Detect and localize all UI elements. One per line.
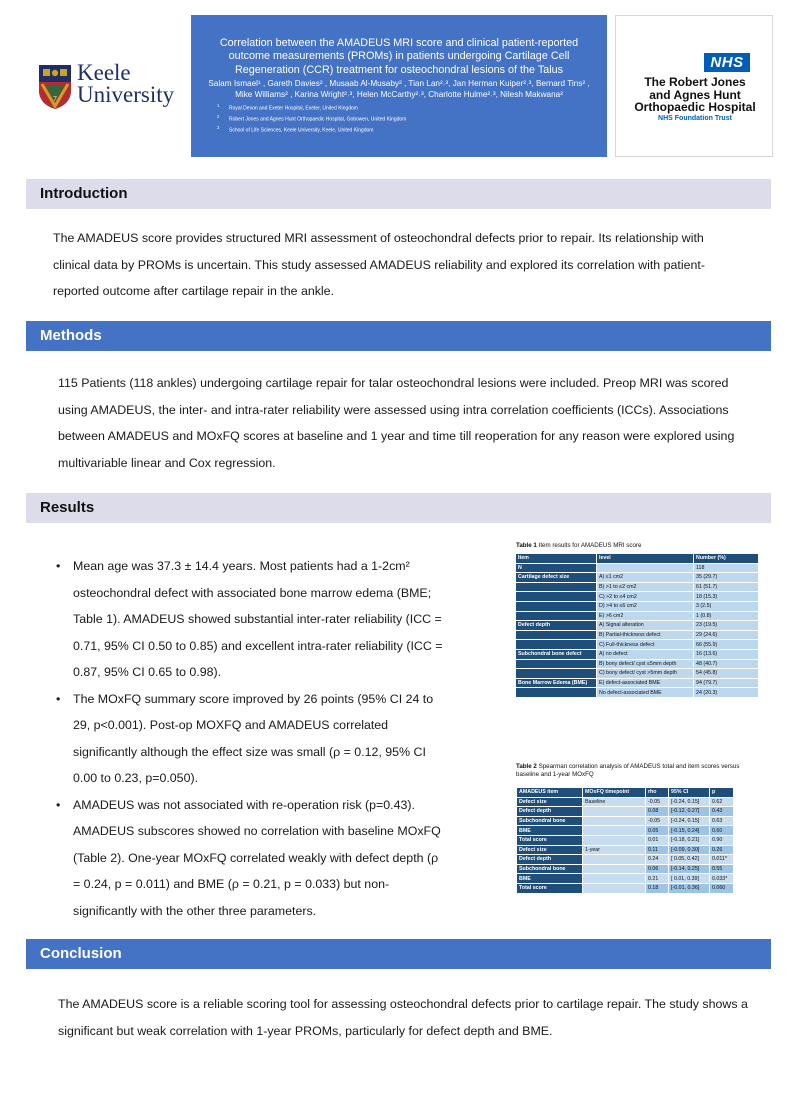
table2-cell: [-0.24, 0.15] [669, 816, 710, 826]
table1-cell: B) >1 to ≤2 cm2 [597, 582, 694, 592]
table2-cell [583, 864, 646, 874]
table1-row [516, 669, 759, 679]
table2-cell: [-0.15, 0.24] [669, 826, 710, 836]
table2-cell: [-0.09, 0.30] [669, 845, 710, 855]
nhs-hospital-name: The Robert Jones and Agnes Hunt Orthopaedic Hospital [634, 75, 756, 114]
table2-cell: 0.90 [710, 835, 734, 845]
table1-cell: C) Full-thickness defect [597, 640, 694, 650]
table2-cell: Total score [517, 883, 583, 893]
table1-cell: 118 [694, 563, 759, 573]
affiliation-item: $^2$Robert Jones and Agnes Hunt Orthopaedic Hospital, Gobowen, United Kingdom [217, 113, 407, 123]
table2-cell: 0.033* [710, 874, 734, 884]
keele-wordmark-line2: University [77, 82, 175, 107]
results-heading: Results [26, 493, 771, 523]
table1-cell: A) Signal alteration [597, 621, 694, 631]
table1-cell: 54 (45.8) [694, 669, 759, 679]
table2-cell: BME [517, 826, 583, 836]
table1-row [516, 592, 759, 602]
table1-cell: Bone Marrow Edema (BME) [516, 678, 597, 688]
table1-cell: A) no defect [597, 649, 694, 659]
table2-cell [583, 816, 646, 826]
table1-cell: 23 (19.5) [694, 621, 759, 631]
table2-cell: 0.62 [710, 797, 734, 807]
table2-cell: 0.06 [646, 864, 669, 874]
table1-row [516, 601, 759, 611]
table2-cell: [ 0.01, 0.39] [669, 874, 710, 884]
keele-wordmark [77, 62, 174, 106]
table2-caption: Table 2 Spearman correlation analysis of AMADEUS total and item scores versus baseline and 1-year MOxFQ [516, 763, 740, 778]
table2-cell: [-0.24, 0.15] [669, 797, 710, 807]
table1-cell [597, 563, 694, 573]
table2-cell [583, 883, 646, 893]
table1-cell: C) >2 to ≤4 cm2 [597, 592, 694, 602]
results-bullet-list [56, 553, 448, 924]
table2-cell: 0.24 [646, 855, 669, 865]
table1-row [516, 611, 759, 621]
table2-cell: Defect depth [517, 807, 583, 817]
table2-cell [583, 874, 646, 884]
table2-cell: 0.43 [710, 807, 734, 817]
table2-row [517, 797, 734, 807]
table1-cell: No defect-associated BME [597, 688, 694, 698]
table2-cell: 0.26 [710, 845, 734, 855]
table1-cell: 66 (55.9) [694, 640, 759, 650]
table2-cell: 0.011* [710, 855, 734, 865]
table2-cell [583, 835, 646, 845]
table1-row [516, 688, 759, 698]
methods-text: 115 Patients (118 ankles) undergoing cartilage repair for talar osteochondral lesions were included. Preop MRI was scored using AMADEUS, the inter- and intra-rater reliability were assessed using intra correlation coefficients (ICCs). Associations between AMADEUS and MOxFQ scores at baseline and 1 year and time till reoperation for any reason were explored using multivariable linear and Cox regression. [58, 376, 735, 470]
keele-wordmark-line1: Keele [77, 60, 131, 85]
table1-row [516, 649, 759, 659]
keele-shield-icon [38, 64, 72, 110]
table1-cell: 1 (0.8) [694, 611, 759, 621]
table2-cell: 0.11 [646, 845, 669, 855]
table1-cell: Cartilage defect size [516, 573, 597, 583]
table1-cell: 16 (13.6) [694, 649, 759, 659]
conclusion-text: The AMADEUS score is a reliable scoring tool for assessing osteochondral defects prior to cartilage repair. The study shows a significant but weak correlation with 1-year PROMs, particularly for defect depth and BME. [58, 997, 748, 1038]
table1-cell: 29 (24.6) [694, 630, 759, 640]
table2-cell: 0.05 [646, 826, 669, 836]
table2-cell: Defect size [517, 845, 583, 855]
table2-cell: 0.21 [646, 874, 669, 884]
table2-cell: Baseline [583, 797, 646, 807]
results-bullet: • Mean age was 37.3 ± 14.4 years. Most patients had a 1-2cm² osteochondral defect with associated bone marrow edema (BME; Table 1). AMADEUS showed substantial inter-rater reliability (ICC = 0.71, 95% CI 0.50 to 0.85) and excellent intra-rater reliability (ICC = 0.87, 95% CI 0.65 to 0.98). [56, 553, 448, 686]
table1-cell: 48 (40.7) [694, 659, 759, 669]
table2-cell: 0.63 [710, 816, 734, 826]
table2-row [517, 883, 734, 893]
table2-cell: BME [517, 874, 583, 884]
table2-row [517, 855, 734, 865]
table2-cell: 0.01 [646, 835, 669, 845]
table2-cell: Subchondral bone [517, 864, 583, 874]
table2-row [517, 816, 734, 826]
table2-cell: [-0.01, 0.36] [669, 883, 710, 893]
table1-row [516, 659, 759, 669]
table1-cell: 94 (79.7) [694, 678, 759, 688]
affiliation-item: $^1$Royal Devon and Exeter Hospital, Exeter, United Kingdom [217, 103, 358, 112]
table2-cell: Subchondral bone [517, 816, 583, 826]
table1-cell: B) Partial-thickness defect [597, 630, 694, 640]
table2-cell: 0.060 [710, 883, 734, 893]
table2-cell: [ 0.05, 0.42] [669, 855, 710, 865]
table2-cell: [-0.14, 0.25] [669, 864, 710, 874]
table2-cell [583, 807, 646, 817]
table1-cell [516, 659, 597, 669]
table1-cell [516, 611, 597, 621]
table1-cell: D) >4 to ≤6 cm2 [597, 601, 694, 611]
table1-cell [516, 640, 597, 650]
table1-cell [516, 669, 597, 679]
table1-cell: E) defect-associated BME [597, 678, 694, 688]
table2-cell: [-0.18, 0.21] [669, 835, 710, 845]
results-bullet: • AMADEUS was not associated with re-operation risk (p=0.43). AMADEUS subscores showed no correlation with baseline MOxFQ (Table 2). One-year MOxFQ correlated weakly with defect depth (ρ = 0.24, p = 0.011) and BME (ρ = 0.21, p = 0.033) but non-significantly with the other three parameters. [56, 792, 448, 925]
table2-cell: -0.05 [646, 797, 669, 807]
table1 [515, 553, 759, 698]
table1-cell [516, 601, 597, 611]
table1-cell: 24 (20.3) [694, 688, 759, 698]
affiliation-item: $^3$School of Life Sciences, Keele University, Keele, United Kingdom [217, 124, 374, 134]
svg-text:7: 7 [53, 95, 57, 103]
table1-cell: B) bony defect/ cyst ≤5mm depth [597, 659, 694, 669]
nhs-badge-icon: NHS [704, 53, 750, 72]
table1-cell: N [516, 563, 597, 573]
table2-cell: Total score [517, 835, 583, 845]
table1-cell [516, 688, 597, 698]
table1-header-row: Item level Number (%) [516, 554, 759, 564]
table2-cell: -0.05 [646, 816, 669, 826]
results-bullet: • The MOxFQ summary score improved by 26 points (95% CI 24 to 29, p<0.001). Post-op MOXFQ and AMADEUS correlated significantly although the effect size was small (ρ = 0.12, 95% CI 0.00 to 0.23, p=0.050). [56, 686, 448, 792]
keele-university-logo [38, 62, 173, 114]
table2-row [517, 835, 734, 845]
table2-cell: 0.60 [710, 826, 734, 836]
table2-row [517, 807, 734, 817]
table2-cell [583, 826, 646, 836]
table2-cell: [-0.12, 0.27] [669, 807, 710, 817]
table1-cell: 18 (15.3) [694, 592, 759, 602]
table1-cell: C) bony defect/ cyst >5mm depth [597, 669, 694, 679]
nhs-trust-name: NHS Foundation Trust [658, 115, 732, 122]
table1-row [516, 582, 759, 592]
table1-cell [516, 630, 597, 640]
affiliation-list [203, 102, 595, 134]
table1-cell [516, 582, 597, 592]
table2-cell: Defect size [517, 797, 583, 807]
table1-cell: 61 (51.7) [694, 582, 759, 592]
table2-cell: 0.18 [646, 883, 669, 893]
poster-title: Correlation between the AMADEUS MRI score and clinical patient-reported outcome measurements (PROMs) in patients undergoing Cartilage Cell Regeneration (CCR) treatment for osteochondral lesions of the Talus [219, 37, 579, 76]
table1-cell: Subchondral bone defect [516, 649, 597, 659]
table1-cell: A) ≤1 cm2 [597, 573, 694, 583]
poster-title-box [191, 15, 607, 157]
introduction-text: The AMADEUS score provides structured MRI assessment of osteochondral defects prior to repair. Its relationship with clinical data by PROMs is uncertain. This study assessed AMADEUS reliability and explored its correlation with patient-reported outcome after cartilage repair in the ankle. [53, 231, 705, 298]
table1-cell: 3 (2.5) [694, 601, 759, 611]
introduction-heading: Introduction [26, 179, 771, 209]
nhs-trust-logo [615, 15, 773, 157]
table2-row [517, 826, 734, 836]
table1-cell: E) >6 cm2 [597, 611, 694, 621]
table1-row [516, 563, 759, 573]
table2-cell: 1-year [583, 845, 646, 855]
table2-cell: Defect depth [517, 855, 583, 865]
table1-cell: 35 (29.7) [694, 573, 759, 583]
table1-caption: Table 1 Item results for AMADEUS MRI score [516, 542, 642, 549]
table1-row [516, 630, 759, 640]
table2-row [517, 845, 734, 855]
table2-cell: 0.08 [646, 807, 669, 817]
conclusion-heading: Conclusion [26, 939, 771, 969]
table2-row [517, 874, 734, 884]
author-list: Salam Ismael¹ , Gareth Davies² , Musaab Al-Musaby² , Tian Lan²˒³, Jan Herman Kuiper²˒³, Bernard Tins² , Mike Williams² , Karina Wright²˒³, Helen McCarthy²˒³, Charlotte Hulme²˒³, Nilesh Makwana² [208, 79, 590, 100]
table2 [516, 787, 734, 894]
table1-row [516, 573, 759, 583]
table1-cell [516, 592, 597, 602]
table2-cell: 0.55 [710, 864, 734, 874]
table2-row [517, 864, 734, 874]
table1-cell: Defect depth [516, 621, 597, 631]
table2-cell [583, 855, 646, 865]
methods-heading: Methods [26, 321, 771, 351]
table1-row [516, 640, 759, 650]
table1-row [516, 678, 759, 688]
table2-header-row: AMADEUS item MOxFQ timepoint rho 95% CI p [517, 788, 734, 798]
table1-row [516, 621, 759, 631]
